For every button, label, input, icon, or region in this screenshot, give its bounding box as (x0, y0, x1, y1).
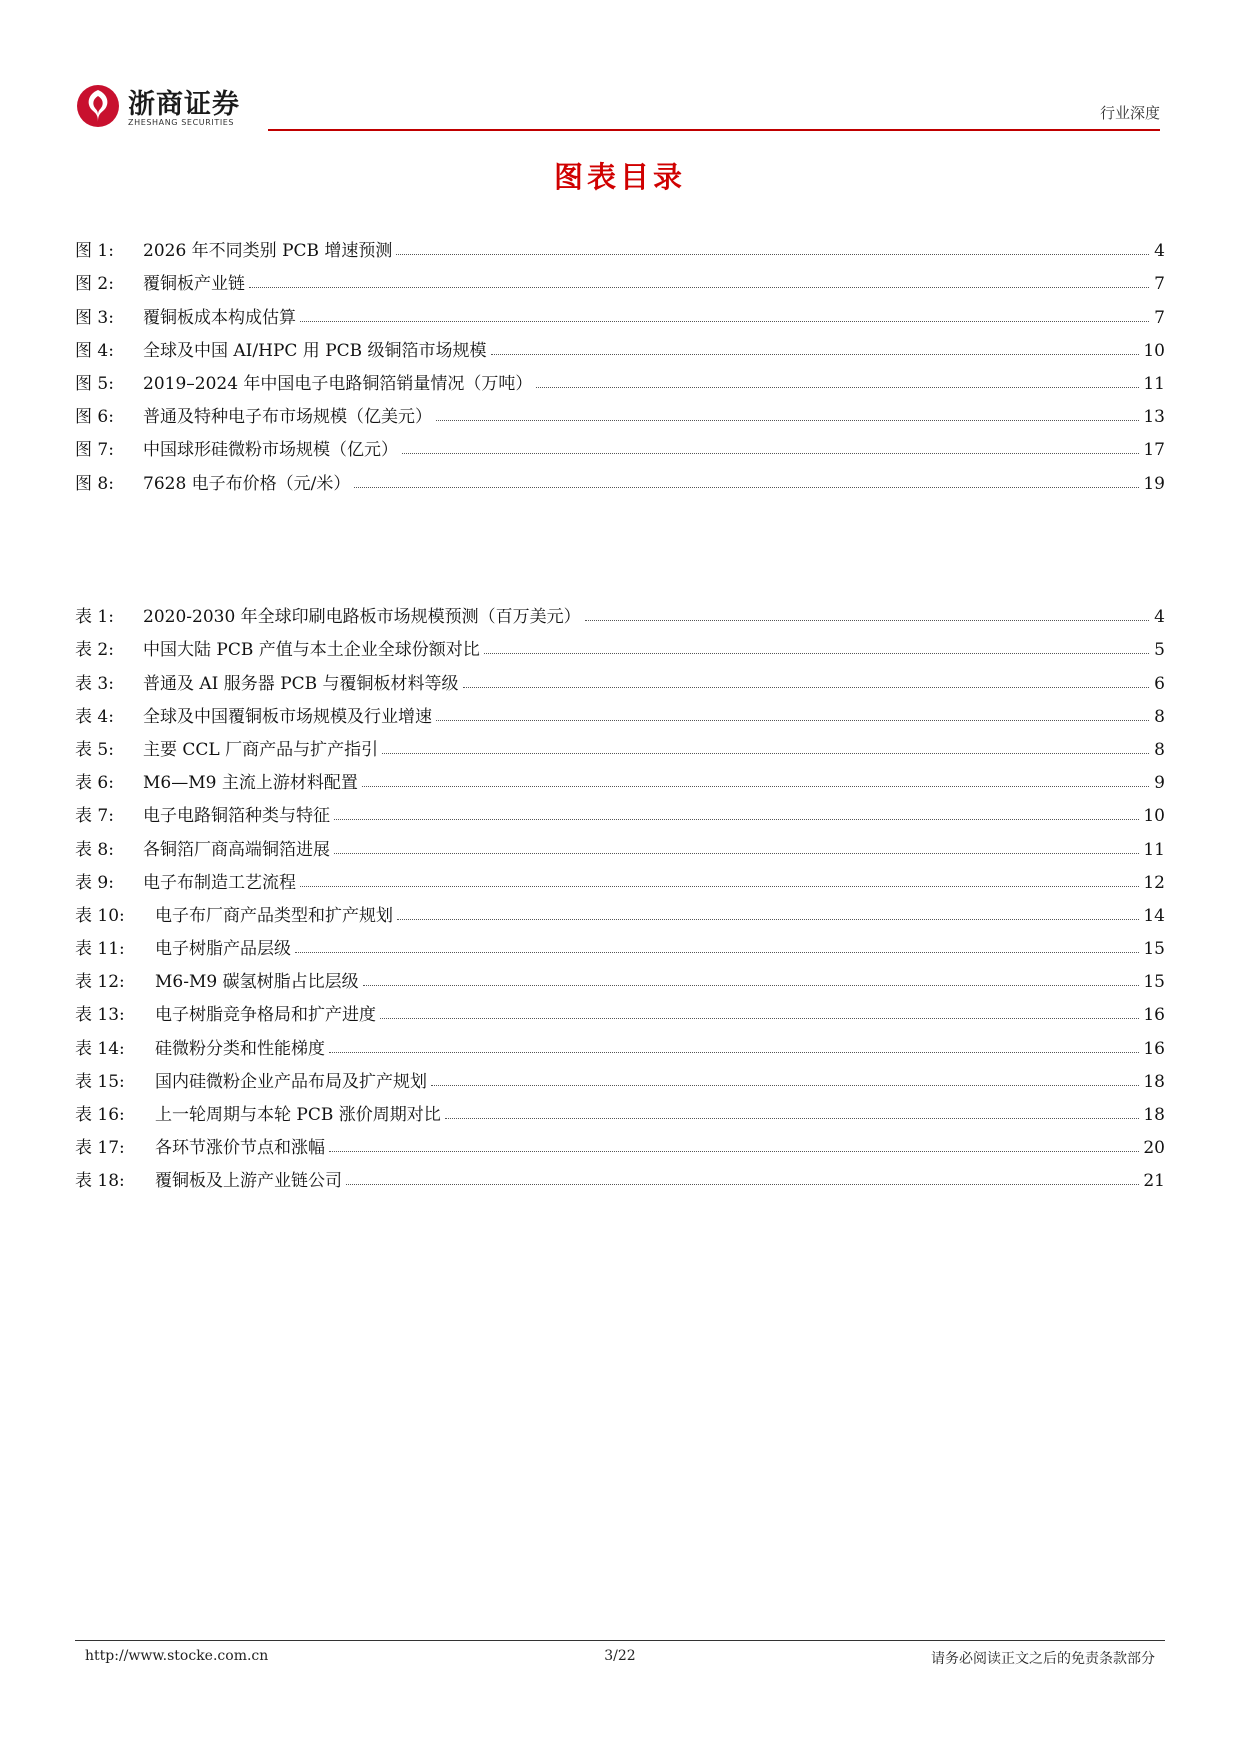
table-entry[interactable] (75, 860, 1165, 893)
table-entry-title: 主要 CCL 厂商产品与扩产指引 (143, 739, 379, 760)
table-entry[interactable] (75, 959, 1165, 992)
table-entry-number: 表 18: (75, 1171, 125, 1192)
table-entry-number: 表 17: (75, 1138, 125, 1159)
dot-leader (463, 687, 1149, 688)
dot-leader (536, 387, 1139, 388)
table-entry-number: 表 2: (75, 640, 114, 661)
table-entry-page: 5 (1154, 640, 1165, 661)
figure-entry-page: 7 (1154, 274, 1165, 295)
figure-entry-number: 图 6: (75, 407, 114, 428)
figure-entry-title: 普通及特种电子布市场规模（亿美元） (143, 407, 432, 428)
dot-leader (249, 287, 1149, 288)
dot-leader (295, 952, 1139, 953)
table-entry-number: 表 7: (75, 806, 114, 827)
table-entry-title: 2020-2030 年全球印刷电路板市场规模预测（百万美元） (143, 607, 581, 628)
footer-divider (75, 1640, 1165, 1641)
dot-leader (382, 753, 1149, 754)
zheshang-logo-icon (76, 84, 120, 128)
dot-leader (431, 1085, 1139, 1086)
dot-leader (585, 620, 1149, 621)
dot-leader (397, 919, 1139, 920)
figure-entry[interactable] (75, 361, 1165, 394)
dot-leader (436, 420, 1139, 421)
table-entry-page: 20 (1143, 1138, 1165, 1159)
table-entry-page: 16 (1143, 1038, 1165, 1059)
footer-url-link[interactable]: http://www.stocke.com.cn (85, 1648, 269, 1664)
figure-entry[interactable] (75, 394, 1165, 427)
dot-leader (491, 354, 1140, 355)
table-entry-title: 各铜箔厂商高端铜箔进展 (143, 839, 330, 860)
figure-entry-number: 图 8: (75, 473, 114, 494)
dot-leader (329, 1052, 1139, 1053)
table-entry-number: 表 8: (75, 839, 114, 860)
table-entry-page: 8 (1154, 706, 1165, 727)
figure-entry[interactable] (75, 427, 1165, 460)
table-entry-page: 18 (1143, 1071, 1165, 1092)
company-logo-subtext: ZHESHANG SECURITIES (128, 118, 235, 127)
table-entry-page: 10 (1143, 806, 1165, 827)
figure-entry[interactable] (75, 460, 1165, 493)
figure-entry-page: 10 (1143, 340, 1165, 361)
table-entry-number: 表 13: (75, 1005, 125, 1026)
figure-entry-number: 图 1: (75, 241, 114, 262)
dot-leader (300, 321, 1149, 322)
dot-leader (484, 653, 1149, 654)
dot-leader (436, 720, 1149, 721)
table-entry-title: 电子电路铜箔种类与特征 (143, 806, 330, 827)
table-entry[interactable] (75, 1025, 1165, 1058)
page-title: 图表目录 (553, 160, 686, 194)
table-entry[interactable] (75, 893, 1165, 926)
header-divider (268, 129, 1160, 131)
table-entry-page: 15 (1143, 972, 1165, 993)
table-entry-title: 中国大陆 PCB 产值与本土企业全球份额对比 (143, 640, 480, 661)
table-entry-number: 表 16: (75, 1105, 125, 1125)
table-entry[interactable] (75, 1092, 1165, 1125)
dot-leader (329, 1151, 1139, 1152)
dot-leader (362, 786, 1149, 787)
table-entry-number: 表 5: (75, 739, 114, 760)
table-list (75, 594, 1165, 1191)
figure-entry-number: 图 2: (75, 274, 114, 295)
table-entry-number: 表 10: (75, 905, 125, 926)
table-entry-page: 6 (1154, 673, 1165, 694)
table-entry-title: 电子树脂竞争格局和扩产进度 (155, 1005, 376, 1026)
table-entry[interactable] (75, 760, 1165, 793)
table-entry-page: 16 (1143, 1005, 1165, 1026)
table-entry-number: 表 1: (75, 607, 114, 628)
figure-entry-title: 7628 电子布价格（元/米） (143, 473, 351, 494)
table-entry-title: 全球及中国覆铜板市场规模及行业增速 (143, 706, 432, 727)
table-entry-title: 覆铜板及上游产业链公司 (155, 1171, 342, 1192)
table-entry-title: 硅微粉分类和性能梯度 (155, 1038, 325, 1059)
figure-entry-number: 图 4: (75, 340, 114, 361)
table-entry[interactable] (75, 694, 1165, 727)
dot-leader (396, 254, 1149, 255)
dot-leader (380, 1018, 1139, 1019)
table-entry-page: 18 (1143, 1105, 1165, 1125)
table-entry-title: 国内硅微粉企业产品布局及扩产规划 (155, 1071, 427, 1092)
table-entry[interactable] (75, 1125, 1165, 1158)
table-entry[interactable] (75, 826, 1165, 859)
table-entry[interactable] (75, 1158, 1165, 1191)
figure-list (75, 228, 1165, 494)
table-entry-page: 11 (1143, 839, 1165, 860)
figure-entry[interactable] (75, 261, 1165, 294)
table-entry[interactable] (75, 660, 1165, 693)
table-entry[interactable] (75, 627, 1165, 660)
table-entry-number: 表 4: (75, 706, 114, 727)
figure-entry-title: 覆铜板成本构成估算 (143, 307, 296, 328)
table-entry-title: 普通及 AI 服务器 PCB 与覆铜板材料等级 (143, 673, 459, 694)
figure-entry-number: 图 5: (75, 373, 114, 394)
page-header (0, 0, 1240, 140)
table-entry-title: 电子布制造工艺流程 (143, 872, 296, 893)
table-entry[interactable] (75, 1059, 1165, 1092)
table-entry[interactable] (75, 992, 1165, 1025)
table-entry[interactable] (75, 793, 1165, 826)
table-entry-number: 表 12: (75, 972, 125, 993)
table-entry-page: 14 (1143, 905, 1165, 926)
table-entry-page: 4 (1154, 607, 1165, 628)
footer-disclaimer: 请务必阅读正文之后的免责条款部分 (931, 1651, 1155, 1667)
table-entry-number: 表 15: (75, 1071, 125, 1092)
table-entry-number: 表 11: (75, 939, 125, 960)
dot-leader (445, 1118, 1140, 1119)
figure-entry-page: 19 (1143, 473, 1165, 494)
figure-entry-number: 图 7: (75, 440, 114, 461)
figure-entry-title: 全球及中国 AI/HPC 用 PCB 级铜箔市场规模 (143, 340, 487, 361)
figure-entry-title: 2019–2024 年中国电子电路铜箔销量情况（万吨） (143, 373, 533, 394)
figure-entry[interactable] (75, 294, 1165, 327)
dot-leader (346, 1184, 1139, 1185)
table-entry-title: 各环节涨价节点和涨幅 (155, 1138, 325, 1159)
figure-entry-title: 中国球形硅微粉市场规模（亿元） (143, 440, 398, 461)
table-entry-title: M6-M9 碳氢树脂占比层级 (155, 972, 359, 993)
table-entry-page: 12 (1143, 872, 1165, 893)
dot-leader (334, 853, 1139, 854)
figure-entry-title: 2026 年不同类别 PCB 增速预测 (143, 241, 393, 262)
table-entry-number: 表 9: (75, 872, 114, 893)
table-entry-page: 21 (1143, 1171, 1165, 1192)
report-type-label: 行业深度 (1099, 104, 1160, 122)
figure-entry-title: 覆铜板产业链 (143, 274, 245, 295)
figure-entry[interactable] (75, 328, 1165, 361)
table-entry-page: 8 (1154, 739, 1165, 760)
table-entry[interactable] (75, 594, 1165, 627)
dot-leader (402, 453, 1139, 454)
dot-leader (300, 886, 1139, 887)
figure-entry[interactable] (75, 228, 1165, 261)
figure-entry-page: 11 (1143, 373, 1165, 394)
figure-entry-page: 7 (1154, 307, 1165, 328)
dot-leader (354, 487, 1139, 488)
table-entry-number: 表 14: (75, 1038, 125, 1059)
table-entry-number: 表 6: (75, 773, 114, 794)
table-entry-title: 上一轮周期与本轮 PCB 涨价周期对比 (155, 1105, 441, 1125)
table-entry[interactable] (75, 926, 1165, 959)
figure-entry-page: 4 (1154, 241, 1165, 262)
table-entry-page: 9 (1154, 773, 1165, 794)
table-entry-title: 电子树脂产品层级 (155, 939, 291, 960)
dot-leader (363, 985, 1140, 986)
figure-entry-page: 13 (1143, 407, 1165, 428)
table-entry-page: 15 (1143, 939, 1165, 960)
table-entry-title: 电子布厂商产品类型和扩产规划 (155, 905, 393, 926)
company-logo-text: 浙商证券 (128, 89, 240, 120)
table-entry[interactable] (75, 727, 1165, 760)
table-entry-title: M6—M9 主流上游材料配置 (143, 773, 358, 794)
footer-page-number: 3/22 (604, 1648, 636, 1664)
table-entry-number: 表 3: (75, 673, 114, 694)
figure-entry-page: 17 (1143, 440, 1165, 461)
dot-leader (334, 819, 1139, 820)
figure-entry-number: 图 3: (75, 307, 114, 328)
